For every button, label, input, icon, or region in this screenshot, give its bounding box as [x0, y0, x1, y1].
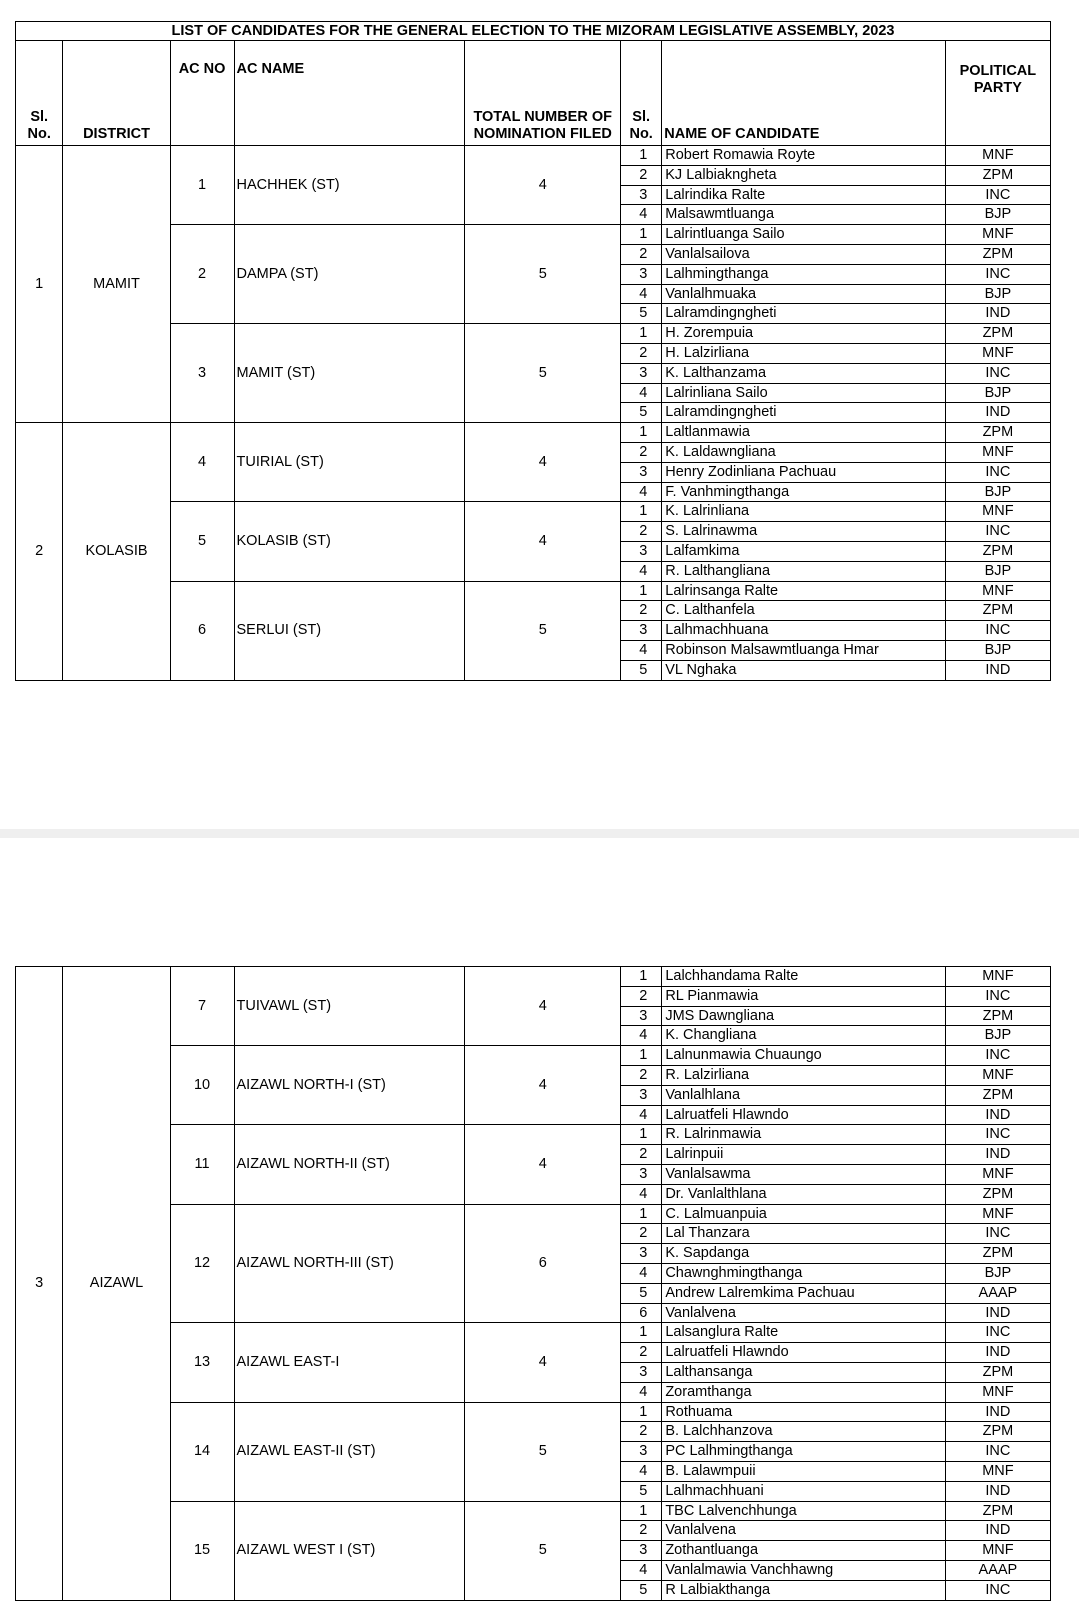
ac-number: 5 — [170, 502, 234, 581]
candidate-party: MNF — [945, 343, 1050, 363]
ac-number: 14 — [170, 1402, 234, 1501]
total-nominations: 5 — [465, 225, 621, 324]
candidate-sl-no: 6 — [621, 1303, 662, 1323]
candidate-name: Henry Zodinliana Pachuau — [662, 462, 945, 482]
candidate-party: ZPM — [945, 324, 1050, 344]
table-row — [16, 1323, 1051, 1343]
candidate-party: ZPM — [945, 1422, 1050, 1442]
candidate-party: IND — [945, 1105, 1050, 1125]
candidate-party: ZPM — [945, 1184, 1050, 1204]
candidate-table-page-2 — [15, 966, 1051, 1601]
candidate-sl-no: 1 — [621, 581, 662, 601]
candidate-sl-no: 1 — [621, 1323, 662, 1343]
candidate-party: INC — [945, 363, 1050, 383]
document-page-2 — [0, 838, 1079, 1617]
candidate-party: MNF — [945, 1382, 1050, 1402]
table-row — [16, 423, 1051, 443]
table-row — [16, 225, 1051, 245]
total-nominations: 4 — [465, 146, 621, 225]
candidate-sl-no: 5 — [621, 1580, 662, 1600]
table-row — [16, 1046, 1051, 1066]
candidate-sl-no: 4 — [621, 284, 662, 304]
header-ac-name: AC NAME — [234, 41, 465, 146]
candidate-party: ZPM — [945, 1085, 1050, 1105]
candidate-party: MNF — [945, 502, 1050, 522]
candidate-party: IND — [945, 1481, 1050, 1501]
candidate-party: AAAP — [945, 1560, 1050, 1580]
table-row — [16, 967, 1051, 987]
candidate-name: K. Lalrinliana — [662, 502, 945, 522]
candidate-sl-no: 1 — [621, 1204, 662, 1224]
header-candidate-name: NAME OF CANDIDATE — [662, 41, 945, 146]
candidate-sl-no: 2 — [621, 601, 662, 621]
total-nominations: 6 — [465, 1204, 621, 1323]
candidate-sl-no: 3 — [621, 1006, 662, 1026]
ac-number: 15 — [170, 1501, 234, 1600]
candidate-name: R. Lalzirliana — [662, 1065, 945, 1085]
candidate-name: KJ Lalbiakngheta — [662, 165, 945, 185]
candidate-sl-no: 2 — [621, 1065, 662, 1085]
candidate-sl-no: 3 — [621, 1244, 662, 1264]
candidate-party: INC — [945, 185, 1050, 205]
candidate-sl-no: 3 — [621, 541, 662, 561]
candidate-sl-no: 1 — [621, 1501, 662, 1521]
candidate-name: K. Sapdanga — [662, 1244, 945, 1264]
table-row — [16, 581, 1051, 601]
candidate-sl-no: 1 — [621, 225, 662, 245]
table-row — [16, 1501, 1051, 1521]
candidate-party: ZPM — [945, 1362, 1050, 1382]
district-sl-no: 2 — [16, 423, 63, 680]
candidate-name: Lalchhandama Ralte — [662, 967, 945, 987]
ac-name: AIZAWL EAST-II (ST) — [234, 1402, 465, 1501]
candidate-sl-no: 4 — [621, 383, 662, 403]
candidate-name: Lalramdingngheti — [662, 304, 945, 324]
ac-name: TUIVAWL (ST) — [234, 967, 465, 1046]
header-district: DISTRICT — [63, 41, 170, 146]
candidate-name: Lalrinliana Sailo — [662, 383, 945, 403]
candidate-name: B. Lalawmpuii — [662, 1461, 945, 1481]
district-name: AIZAWL — [63, 967, 170, 1601]
candidate-party: MNF — [945, 1164, 1050, 1184]
total-nominations: 5 — [465, 1402, 621, 1501]
candidate-party: IND — [945, 1402, 1050, 1422]
candidate-party: IND — [945, 1521, 1050, 1541]
candidate-name: Robert Romawia Royte — [662, 146, 945, 166]
ac-name: AIZAWL EAST-I — [234, 1323, 465, 1402]
candidate-name: K. Changliana — [662, 1026, 945, 1046]
candidate-name: Lalhmachhuani — [662, 1481, 945, 1501]
table-row — [16, 324, 1051, 344]
candidate-sl-no: 4 — [621, 1461, 662, 1481]
total-nominations: 4 — [465, 967, 621, 1046]
header-total-nominations: TOTAL NUMBER OF NOMINATION FILED — [465, 41, 621, 146]
candidate-name: Vanlalhlana — [662, 1085, 945, 1105]
candidate-name: Vanlalmawia Vanchhawng — [662, 1560, 945, 1580]
candidate-name: Robinson Malsawmtluanga Hmar — [662, 640, 945, 660]
candidate-party: BJP — [945, 284, 1050, 304]
table-body — [16, 146, 1051, 681]
candidate-sl-no: 2 — [621, 986, 662, 1006]
candidate-sl-no: 4 — [621, 1026, 662, 1046]
candidate-sl-no: 1 — [621, 1402, 662, 1422]
ac-name: AIZAWL WEST I (ST) — [234, 1501, 465, 1600]
candidate-sl-no: 4 — [621, 482, 662, 502]
candidate-party: MNF — [945, 1204, 1050, 1224]
ac-number: 2 — [170, 225, 234, 324]
header-ac-no: AC NO — [170, 41, 234, 146]
candidate-sl-no: 1 — [621, 967, 662, 987]
candidate-sl-no: 3 — [621, 363, 662, 383]
candidate-party: INC — [945, 1125, 1050, 1145]
candidate-party: INC — [945, 1442, 1050, 1462]
candidate-name: TBC Lalvenchhunga — [662, 1501, 945, 1521]
candidate-sl-no: 5 — [621, 1283, 662, 1303]
ac-number: 13 — [170, 1323, 234, 1402]
candidate-party: ZPM — [945, 541, 1050, 561]
candidate-name: Zoramthanga — [662, 1382, 945, 1402]
candidate-sl-no: 1 — [621, 1125, 662, 1145]
candidate-table-page-1 — [15, 21, 1051, 681]
ac-name: SERLUI (ST) — [234, 581, 465, 680]
candidate-sl-no: 2 — [621, 343, 662, 363]
candidate-party: IND — [945, 1343, 1050, 1363]
candidate-name: Chawnghmingthanga — [662, 1263, 945, 1283]
candidate-name: R. Lalrinmawia — [662, 1125, 945, 1145]
candidate-name: Zothantluanga — [662, 1541, 945, 1561]
candidate-name: Lalramdingngheti — [662, 403, 945, 423]
candidate-sl-no: 2 — [621, 165, 662, 185]
candidate-party: ZPM — [945, 1501, 1050, 1521]
candidate-party: MNF — [945, 967, 1050, 987]
candidate-party: ZPM — [945, 423, 1050, 443]
candidate-name: Dr. Vanlalthlana — [662, 1184, 945, 1204]
candidate-sl-no: 2 — [621, 1422, 662, 1442]
page-separator — [0, 829, 1079, 838]
candidate-party: INC — [945, 986, 1050, 1006]
candidate-party: MNF — [945, 225, 1050, 245]
candidate-party: BJP — [945, 205, 1050, 225]
candidate-sl-no: 4 — [621, 1560, 662, 1580]
header-sl-no: Sl. No. — [16, 41, 63, 146]
candidate-name: PC Lalhmingthanga — [662, 1442, 945, 1462]
ac-name: KOLASIB (ST) — [234, 502, 465, 581]
candidate-name: R. Lalthangliana — [662, 561, 945, 581]
candidate-party: MNF — [945, 146, 1050, 166]
candidate-name: Rothuama — [662, 1402, 945, 1422]
candidate-sl-no: 3 — [621, 1442, 662, 1462]
candidate-sl-no: 3 — [621, 1362, 662, 1382]
candidate-sl-no: 2 — [621, 1343, 662, 1363]
candidate-sl-no: 4 — [621, 561, 662, 581]
total-nominations: 4 — [465, 1323, 621, 1402]
candidate-sl-no: 3 — [621, 185, 662, 205]
district-sl-no: 3 — [16, 967, 63, 1601]
candidate-party: IND — [945, 1303, 1050, 1323]
candidate-name: Lalnunmawia Chuaungo — [662, 1046, 945, 1066]
candidate-party: IND — [945, 1145, 1050, 1165]
candidate-sl-no: 4 — [621, 1105, 662, 1125]
candidate-party: ZPM — [945, 244, 1050, 264]
candidate-name: R Lalbiakthanga — [662, 1580, 945, 1600]
total-nominations: 4 — [465, 502, 621, 581]
ac-name: TUIRIAL (ST) — [234, 423, 465, 502]
candidate-sl-no: 4 — [621, 205, 662, 225]
ac-number: 10 — [170, 1046, 234, 1125]
candidate-party: MNF — [945, 1541, 1050, 1561]
candidate-name: JMS Dawngliana — [662, 1006, 945, 1026]
candidate-party: ZPM — [945, 601, 1050, 621]
candidate-name: Vanlalsawma — [662, 1164, 945, 1184]
ac-number: 3 — [170, 324, 234, 423]
candidate-name: C. Lalthanfela — [662, 601, 945, 621]
candidate-name: Lalrintluanga Sailo — [662, 225, 945, 245]
candidate-sl-no: 5 — [621, 403, 662, 423]
candidate-name: Vanlalvena — [662, 1521, 945, 1541]
candidate-sl-no: 3 — [621, 462, 662, 482]
candidate-sl-no: 1 — [621, 324, 662, 344]
candidate-name: K. Lalthanzama — [662, 363, 945, 383]
candidate-sl-no: 2 — [621, 1521, 662, 1541]
district-name: KOLASIB — [63, 423, 170, 680]
candidate-sl-no: 2 — [621, 522, 662, 542]
candidate-name: Lalthansanga — [662, 1362, 945, 1382]
candidate-party: AAAP — [945, 1283, 1050, 1303]
candidate-party: INC — [945, 462, 1050, 482]
ac-number: 1 — [170, 146, 234, 225]
district-name: MAMIT — [63, 146, 170, 423]
candidate-name: Lalfamkima — [662, 541, 945, 561]
table-row — [16, 1204, 1051, 1224]
table-row — [16, 502, 1051, 522]
table-row — [16, 1125, 1051, 1145]
ac-name: AIZAWL NORTH-III (ST) — [234, 1204, 465, 1323]
candidate-name: K. Laldawngliana — [662, 442, 945, 462]
table-row — [16, 146, 1051, 166]
total-nominations: 4 — [465, 1046, 621, 1125]
candidate-sl-no: 5 — [621, 1481, 662, 1501]
ac-number: 11 — [170, 1125, 234, 1204]
candidate-party: ZPM — [945, 165, 1050, 185]
ac-number: 7 — [170, 967, 234, 1046]
ac-number: 12 — [170, 1204, 234, 1323]
ac-number: 6 — [170, 581, 234, 680]
candidate-name: Vanlalvena — [662, 1303, 945, 1323]
candidate-party: MNF — [945, 581, 1050, 601]
candidate-name: F. Vanhmingthanga — [662, 482, 945, 502]
table-row — [16, 1402, 1051, 1422]
candidate-sl-no: 3 — [621, 264, 662, 284]
total-nominations: 5 — [465, 324, 621, 423]
candidate-party: BJP — [945, 640, 1050, 660]
candidate-party: MNF — [945, 442, 1050, 462]
candidate-sl-no: 3 — [621, 621, 662, 641]
ac-name: AIZAWL NORTH-I (ST) — [234, 1046, 465, 1125]
candidate-name: Lal Thanzara — [662, 1224, 945, 1244]
candidate-name: Lalrinpuii — [662, 1145, 945, 1165]
candidate-sl-no: 4 — [621, 640, 662, 660]
candidate-name: B. Lalchhanzova — [662, 1422, 945, 1442]
ac-number: 4 — [170, 423, 234, 502]
candidate-name: Lalsanglura Ralte — [662, 1323, 945, 1343]
candidate-name: Malsawmtluanga — [662, 205, 945, 225]
total-nominations: 4 — [465, 423, 621, 502]
candidate-sl-no: 5 — [621, 304, 662, 324]
candidate-party: BJP — [945, 1026, 1050, 1046]
header-row — [16, 41, 1051, 146]
candidate-sl-no: 4 — [621, 1184, 662, 1204]
candidate-name: Lalruatfeli Hlawndo — [662, 1343, 945, 1363]
ac-name: MAMIT (ST) — [234, 324, 465, 423]
candidate-party: BJP — [945, 383, 1050, 403]
candidate-party: BJP — [945, 482, 1050, 502]
total-nominations: 5 — [465, 1501, 621, 1600]
candidate-name: Lalruatfeli Hlawndo — [662, 1105, 945, 1125]
candidate-name: H. Zorempuia — [662, 324, 945, 344]
candidate-name: Vanlalhmuaka — [662, 284, 945, 304]
candidate-party: IND — [945, 304, 1050, 324]
candidate-sl-no: 1 — [621, 146, 662, 166]
candidate-party: INC — [945, 264, 1050, 284]
candidate-sl-no: 3 — [621, 1541, 662, 1561]
ac-name: HACHHEK (ST) — [234, 146, 465, 225]
candidate-party: INC — [945, 1323, 1050, 1343]
total-nominations: 5 — [465, 581, 621, 680]
candidate-party: INC — [945, 522, 1050, 542]
candidate-name: RL Pianmawia — [662, 986, 945, 1006]
total-nominations: 4 — [465, 1125, 621, 1204]
candidate-name: Lalhmingthanga — [662, 264, 945, 284]
candidate-party: INC — [945, 1224, 1050, 1244]
candidate-party: ZPM — [945, 1244, 1050, 1264]
candidate-sl-no: 2 — [621, 442, 662, 462]
candidate-name: Laltlanmawia — [662, 423, 945, 443]
candidate-party: IND — [945, 403, 1050, 423]
candidate-party: INC — [945, 1046, 1050, 1066]
candidate-sl-no: 2 — [621, 1224, 662, 1244]
candidate-sl-no: 1 — [621, 423, 662, 443]
candidate-party: IND — [945, 660, 1050, 680]
candidate-sl-no: 5 — [621, 660, 662, 680]
candidate-sl-no: 4 — [621, 1382, 662, 1402]
candidate-name: S. Lalrinawma — [662, 522, 945, 542]
candidate-party: ZPM — [945, 1006, 1050, 1026]
candidate-party: MNF — [945, 1065, 1050, 1085]
candidate-name: H. Lalzirliana — [662, 343, 945, 363]
header-political-party: POLITICAL PARTY — [945, 41, 1050, 146]
candidate-party: MNF — [945, 1461, 1050, 1481]
candidate-party: BJP — [945, 561, 1050, 581]
candidate-sl-no: 1 — [621, 1046, 662, 1066]
candidate-name: Vanlalsailova — [662, 244, 945, 264]
candidate-sl-no: 3 — [621, 1164, 662, 1184]
table-body — [16, 967, 1051, 1601]
candidate-name: VL Nghaka — [662, 660, 945, 680]
ac-name: AIZAWL NORTH-II (ST) — [234, 1125, 465, 1204]
candidate-name: Lalrindika Ralte — [662, 185, 945, 205]
document-title: LIST OF CANDIDATES FOR THE GENERAL ELECTION TO THE MIZORAM LEGISLATIVE ASSEMBLY, 2023 — [16, 22, 1051, 41]
candidate-name: Lalhmachhuana — [662, 621, 945, 641]
candidate-name: Andrew Lalremkima Pachuau — [662, 1283, 945, 1303]
district-sl-no: 1 — [16, 146, 63, 423]
candidate-name: C. Lalmuanpuia — [662, 1204, 945, 1224]
candidate-sl-no: 1 — [621, 502, 662, 522]
candidate-party: INC — [945, 621, 1050, 641]
candidate-sl-no: 2 — [621, 1145, 662, 1165]
ac-name: DAMPA (ST) — [234, 225, 465, 324]
candidate-sl-no: 2 — [621, 244, 662, 264]
candidate-name: Lalrinsanga Ralte — [662, 581, 945, 601]
candidate-sl-no: 3 — [621, 1085, 662, 1105]
candidate-party: INC — [945, 1580, 1050, 1600]
candidate-party: BJP — [945, 1263, 1050, 1283]
header-candidate-sl-no: Sl. No. — [621, 41, 662, 146]
candidate-sl-no: 4 — [621, 1263, 662, 1283]
